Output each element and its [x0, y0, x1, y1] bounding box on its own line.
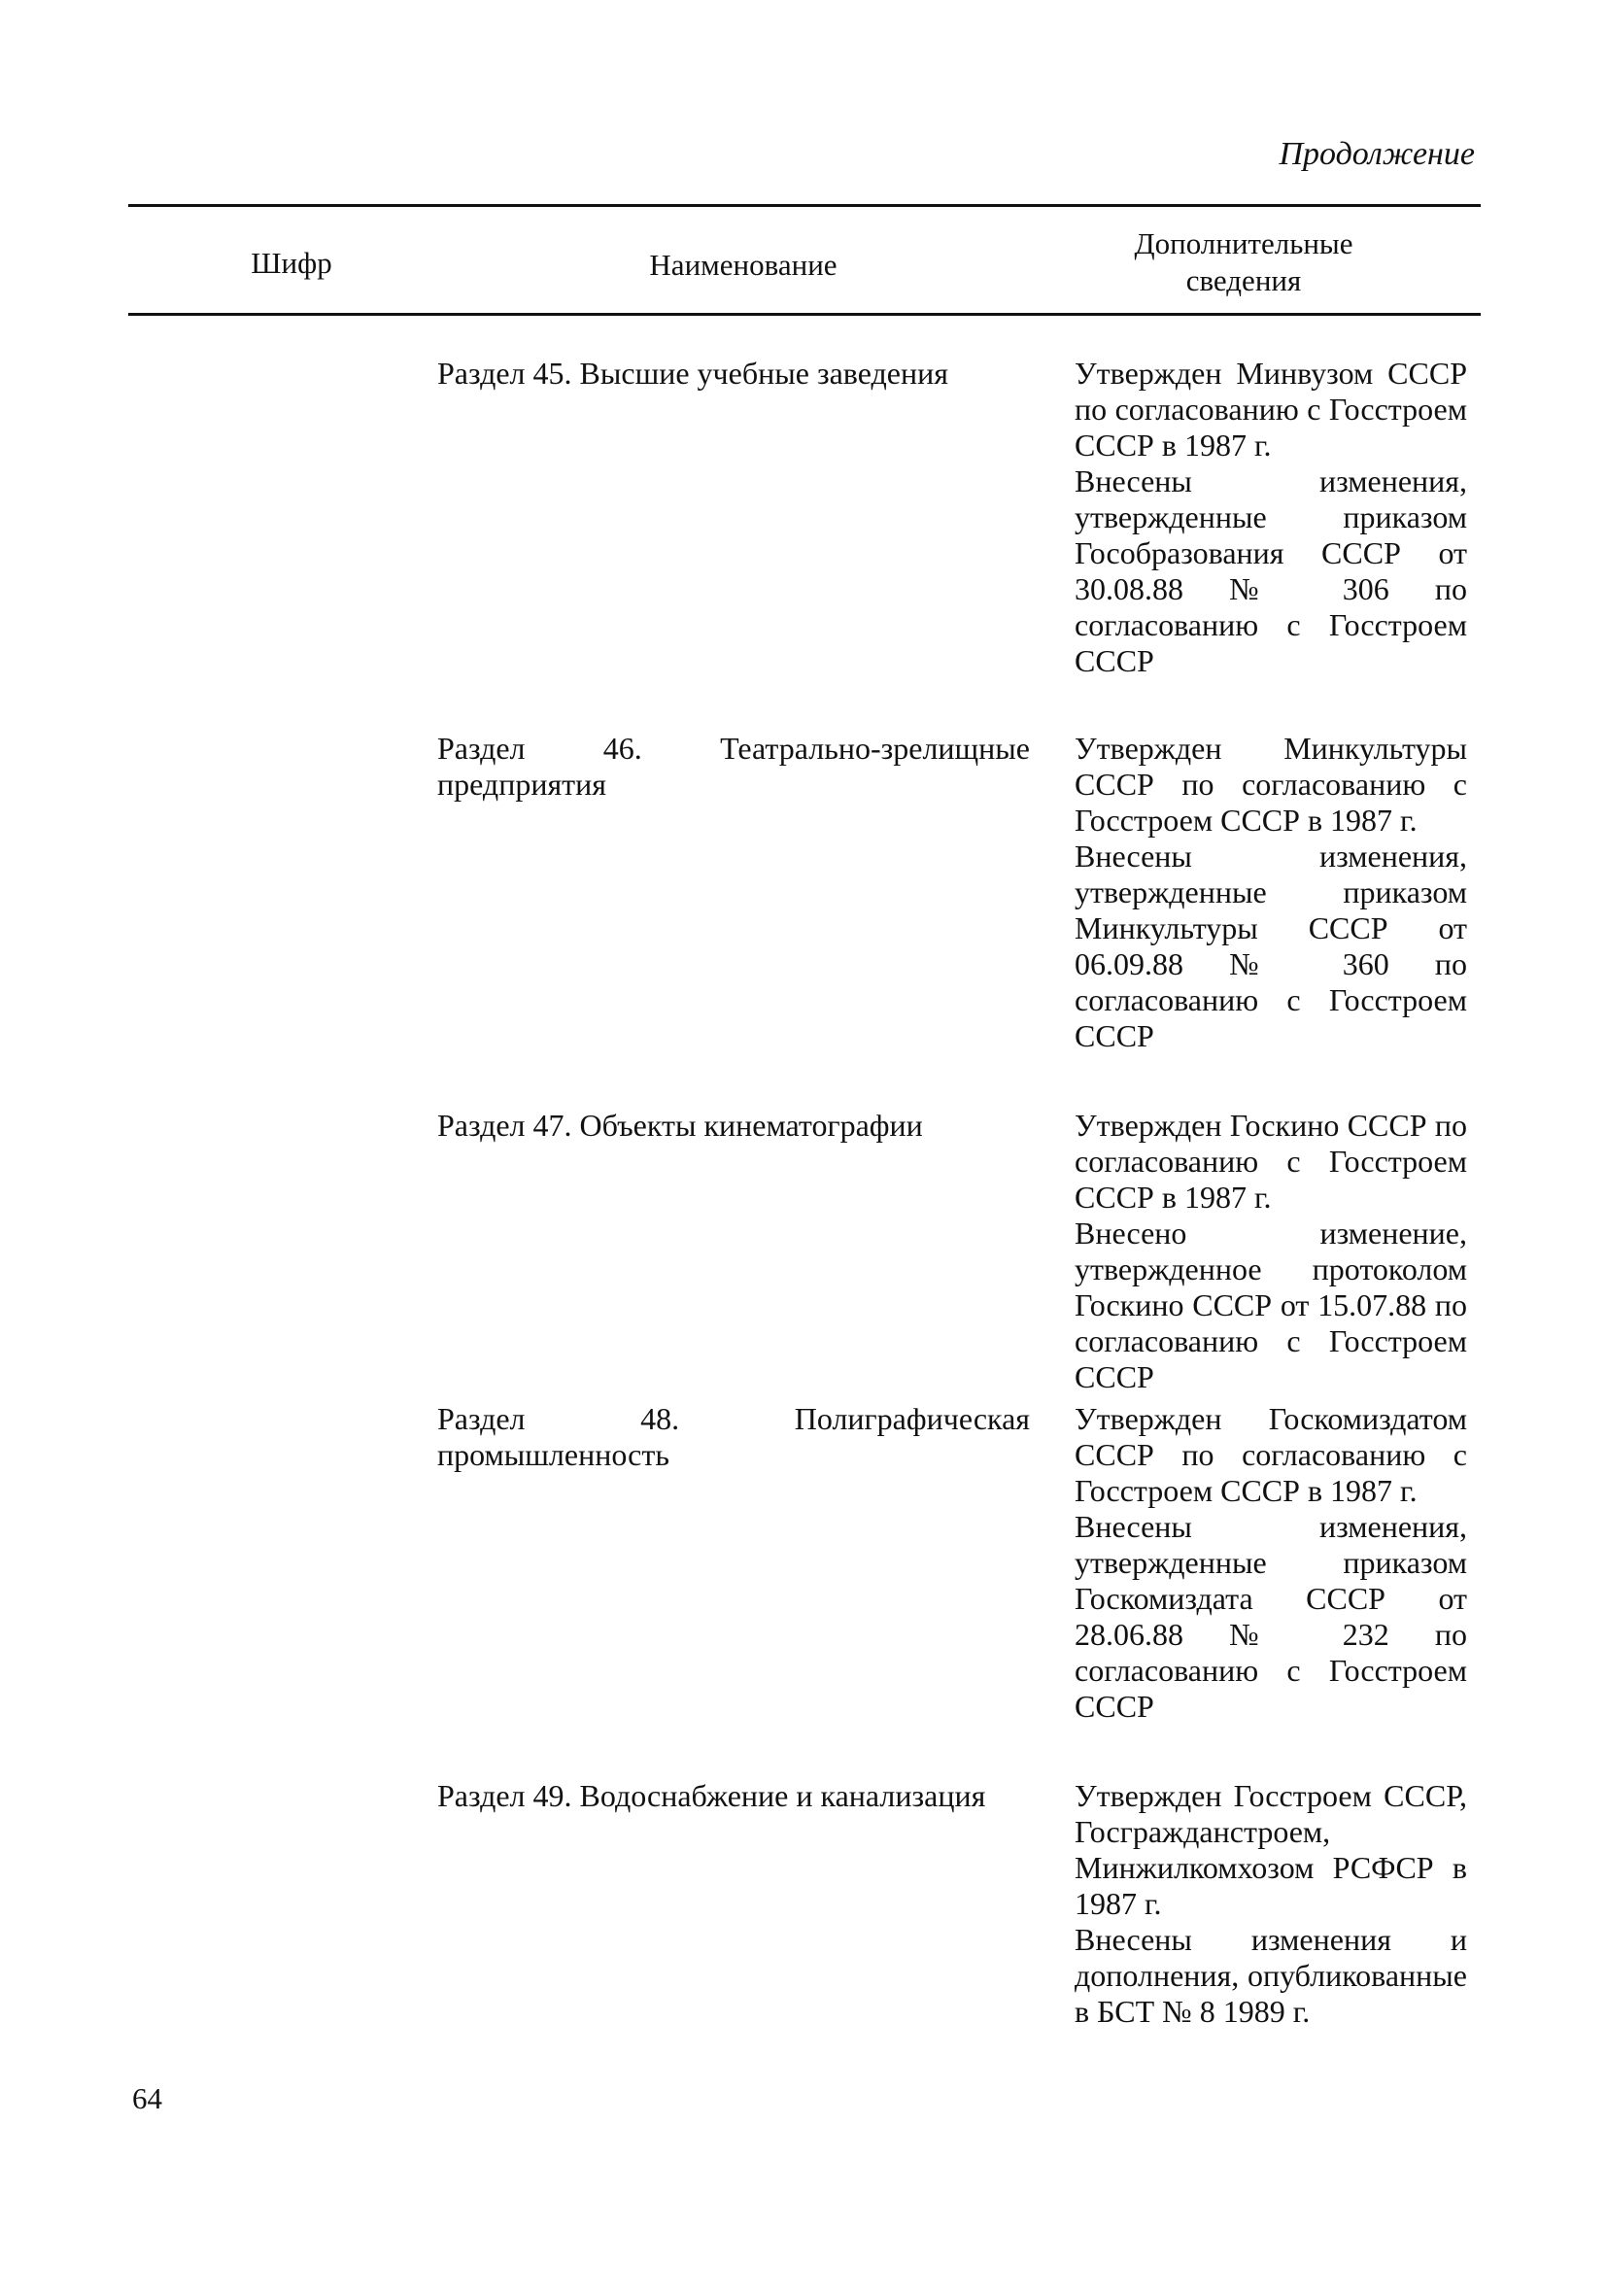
row-info-changes: Внесены изменения, утвержденные приказом Госкомиздата СССР от 28.06.88 № 232 по согласованию с Госстроем СССР: [1075, 1509, 1467, 1724]
row-info-approved: Утвержден Госкино СССР по согласованию с Госстроем СССР в 1987 г.: [1075, 1108, 1467, 1215]
column-header-cipher: Шифр: [251, 246, 332, 280]
row-name: Раздел 46. Театрально-зрелищные предприятия: [437, 731, 1030, 802]
row-name: Раздел 49. Водоснабжение и канализация: [437, 1778, 986, 1813]
row-info-approved: Утвержден Госстроем СССР, Госгражданстроем, Минжилкомхозом РСФСР в 1987 г.: [1075, 1778, 1467, 1921]
row-info-approved: Утвержден Госкомиздатом СССР по согласованию с Госстроем СССР в 1987 г.: [1075, 1401, 1467, 1508]
row-info: [1075, 1401, 1467, 1725]
page-number: 64: [132, 2081, 162, 2115]
table-header-rule: [128, 313, 1481, 316]
row-info-approved: Утвержден Минвузом СССР по согласованию с Госстроем СССР в 1987 г.: [1075, 356, 1467, 463]
column-header-extra: Дополнительные сведения: [1134, 226, 1353, 297]
continuation-label: Продолжение: [1279, 136, 1475, 172]
column-header-name: Наименование: [649, 248, 838, 282]
row-info: [1075, 1778, 1467, 2030]
row-info-changes: Внесены изменения, утвержденные приказом Минкультуры СССР от 06.09.88 № 360 по согласованию с Госстроем СССР: [1075, 839, 1467, 1053]
row-info: [1075, 1108, 1467, 1395]
row-info-changes: Внесено изменение, утвержденное протоколом Госкино СССР от 15.07.88 по согласованию с Госстроем СССР: [1075, 1216, 1467, 1394]
row-name: Раздел 45. Высшие учебные заведения: [437, 356, 948, 391]
table-top-rule: [128, 204, 1481, 207]
row-info-approved: Утвержден Минкультуры СССР по согласованию с Госстроем СССР в 1987 г.: [1075, 731, 1467, 838]
row-name: Раздел 48. Полиграфическая промышленность: [437, 1401, 1030, 1472]
row-info: [1075, 356, 1467, 679]
row-info-changes: Внесены изменения, утвержденные приказом Гособразования СССР от 30.08.88 № 306 по согласованию с Госстроем СССР: [1075, 463, 1467, 678]
row-name: Раздел 47. Объекты кинематографии: [437, 1108, 923, 1143]
row-info-changes: Внесены изменения и дополнения, опубликованные в БСТ № 8 1989 г.: [1075, 1922, 1467, 2029]
row-info: [1075, 731, 1467, 1054]
